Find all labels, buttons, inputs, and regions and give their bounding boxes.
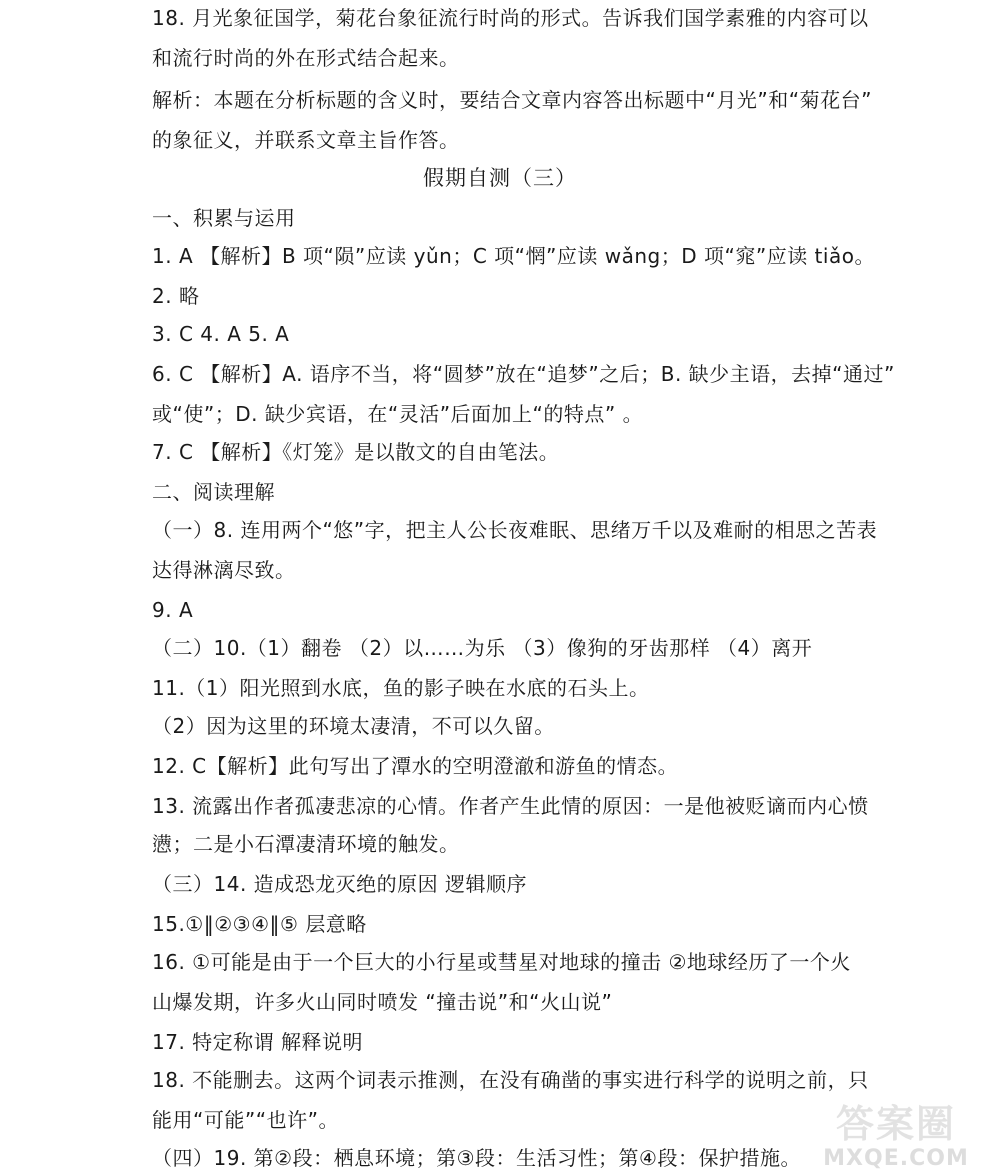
watermark-logo: 答案圈 [835, 1102, 956, 1146]
text-line: 3. C 4. A 5. A [152, 322, 290, 346]
text-line: 17. 特定称谓 解释说明 [152, 1030, 364, 1054]
text-line: 解析：本题在分析标题的含义时，要结合文章内容答出标题中“月光”和“菊花台” [152, 88, 872, 112]
text-line: 达得淋漓尽致。 [152, 558, 296, 582]
text-line: （2）因为这里的环境太凄清，不可以久留。 [152, 714, 555, 738]
text-line: （一）8. 连用两个“悠”字，把主人公长夜难眠、思绪万千以及难耐的相思之苦表 [152, 518, 878, 542]
text-line: 11.（1）阳光照到水底，鱼的影子映在水底的石头上。 [152, 676, 650, 700]
text-line: 7. C 【解析】《灯笼》是以散文的自由笔法。 [152, 440, 560, 464]
text-line: （四）19. 第②段：栖息环境；第③段：生活习性；第④段：保护措施。 [152, 1146, 801, 1170]
watermark-site: MXQE.COM [823, 1146, 969, 1171]
section-heading: 二、阅读理解 [152, 480, 275, 504]
text-line: 1. A 【解析】B 项“陨”应读 yǔn；C 项“惘”应读 wǎng；D 项“窕”应读 tiǎo。 [152, 244, 875, 268]
section-title: 假期自测（三） [423, 166, 577, 190]
text-line: （二）10.（1）翻卷 （2）以……为乐 （3）像狗的牙齿那样 （4）离开 [152, 636, 813, 660]
text-line: （三）14. 造成恐龙灭绝的原因 逻辑顺序 [152, 872, 528, 896]
section-heading: 一、积累与运用 [152, 206, 296, 230]
text-line: 6. C 【解析】A. 语序不当，将“圆梦”放在“追梦”之后；B. 缺少主语，去掉“通过” [152, 362, 895, 386]
text-line: 16. ①可能是由于一个巨大的小行星或彗星对地球的撞击 ②地球经历了一个火 [152, 950, 851, 974]
text-line: 或“使”；D. 缺少宾语，在“灵活”后面加上“的特点” 。 [152, 402, 644, 426]
site-watermark [796, 1093, 996, 1171]
text-line: 18. 不能删去。这两个词表示推测，在没有确凿的事实进行科学的说明之前，只 [152, 1068, 869, 1092]
text-line: 山爆发期，许多火山同时喷发 “撞击说”和“火山说” [152, 990, 613, 1014]
text-line: 9. A [152, 598, 194, 622]
text-line: 的象征义，并联系文章主旨作答。 [152, 128, 460, 152]
text-line: 懑；二是小石潭凄清环境的触发。 [152, 832, 460, 856]
text-line: 18. 月光象征国学，菊花台象征流行时尚的形式。告诉我们国学素雅的内容可以 [152, 6, 869, 30]
text-line: 15.①‖②③④‖⑤ 层意略 [152, 912, 367, 936]
text-line: 和流行时尚的外在形式结合起来。 [152, 46, 460, 70]
text-line: 2. 略 [152, 284, 200, 308]
text-line: 能用“可能”“也许”。 [152, 1108, 339, 1132]
text-line: 13. 流露出作者孤凄悲凉的心情。作者产生此情的原因：一是他被贬谪而内心愤 [152, 794, 869, 818]
text-line: 12. C【解析】此句写出了潭水的空明澄澈和游鱼的情态。 [152, 754, 679, 778]
